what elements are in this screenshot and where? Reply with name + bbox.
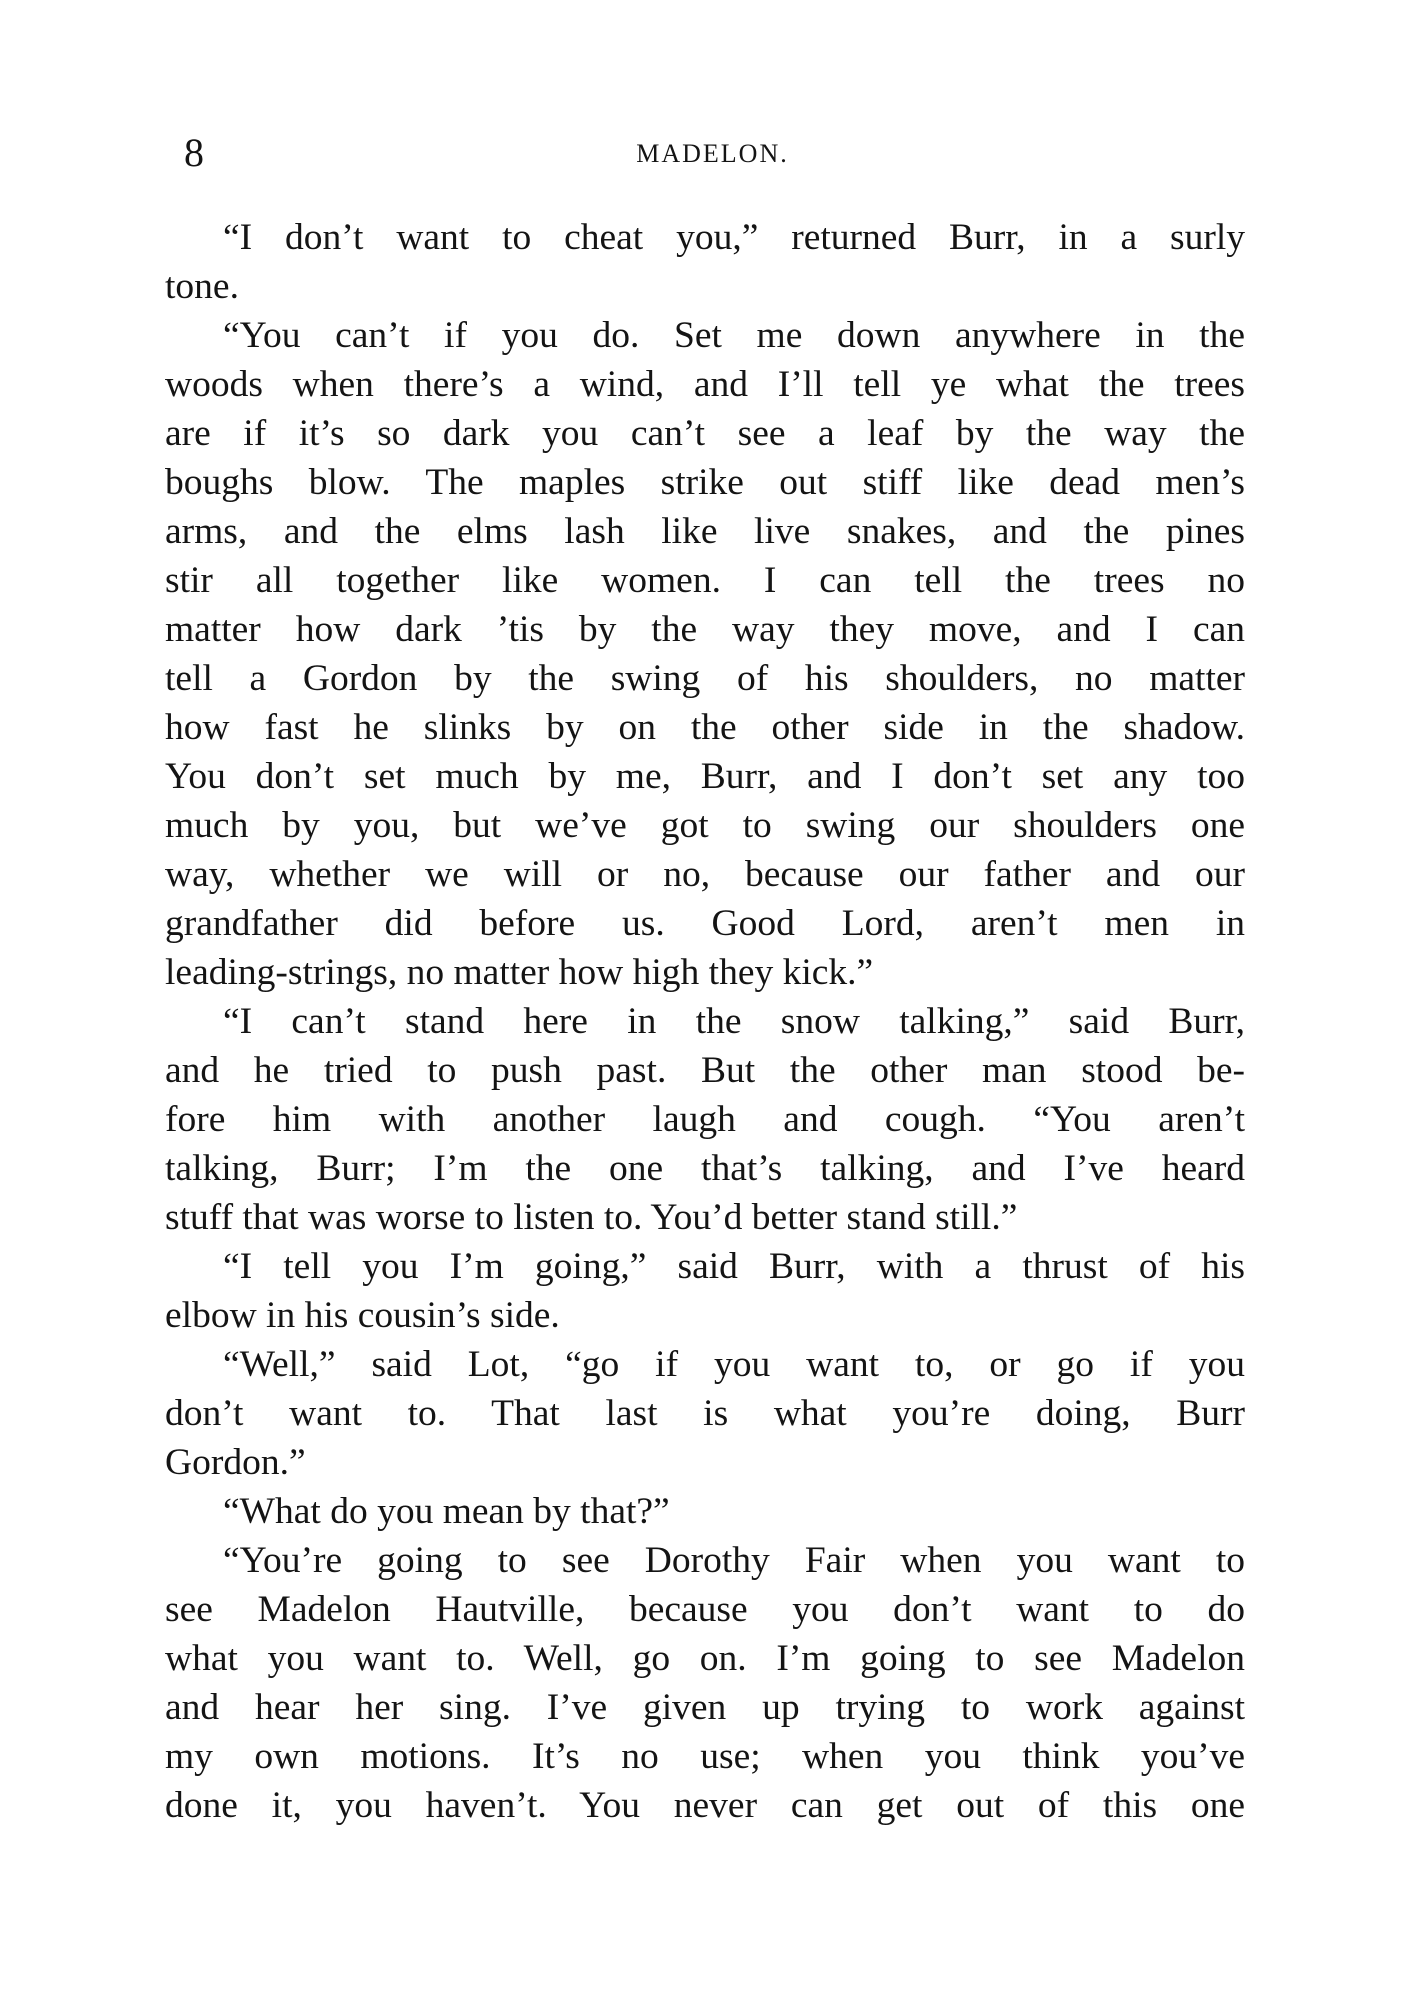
text-line: and he tried to push past. But the other man stood be- xyxy=(165,1050,1245,1091)
text-line: leading-strings, no matter how high they kick.” xyxy=(165,952,874,993)
text-line: You don’t set much by me, Burr, and I don’t set any too xyxy=(165,756,1245,797)
running-head xyxy=(180,128,1245,178)
text-line: tell a Gordon by the swing of his shoulders, no matter xyxy=(165,658,1245,699)
text-line: boughs blow. The maples strike out stiff like dead men’s xyxy=(165,462,1245,503)
text-line: “I can’t stand here in the snow talking,” said Burr, xyxy=(223,1001,1245,1042)
text-line: matter how dark ’tis by the way they move, and I can xyxy=(165,609,1245,650)
text-line: and hear her sing. I’ve given up trying to work against xyxy=(165,1687,1245,1728)
page-number: 8 xyxy=(184,130,204,175)
text-line: are if it’s so dark you can’t see a leaf by the way the xyxy=(165,413,1245,454)
text-line: way, whether we will or no, because our father and our xyxy=(165,854,1245,895)
text-line: “What do you mean by that?” xyxy=(223,1491,670,1532)
text-line: “You’re going to see Dorothy Fair when you want to xyxy=(223,1540,1245,1581)
text-line: how fast he slinks by on the other side in the shadow. xyxy=(165,707,1245,748)
text-line: fore him with another laugh and cough. “You aren’t xyxy=(165,1099,1245,1140)
text-line: “You can’t if you do. Set me down anywhere in the xyxy=(223,315,1245,356)
text-line: talking, Burr; I’m the one that’s talking, and I’ve heard xyxy=(165,1148,1245,1189)
text-line: grandfather did before us. Good Lord, aren’t men in xyxy=(165,903,1245,944)
text-line: tone. xyxy=(165,266,239,307)
text-line: “Well,” said Lot, “go if you want to, or go if you xyxy=(223,1344,1245,1385)
text-line: done it, you haven’t. You never can get out of this one xyxy=(165,1785,1245,1826)
running-title: MADELON. xyxy=(636,139,789,168)
text-line: elbow in his cousin’s side. xyxy=(165,1295,560,1336)
text-line: woods when there’s a wind, and I’ll tell ye what the trees xyxy=(165,364,1245,405)
text-line: don’t want to. That last is what you’re doing, Burr xyxy=(165,1393,1245,1434)
text-line: “I don’t want to cheat you,” returned Burr, in a surly xyxy=(223,217,1245,258)
text-line: “I tell you I’m going,” said Burr, with a thrust of his xyxy=(223,1246,1245,1287)
text-line: stir all together like women. I can tell the trees no xyxy=(165,560,1245,601)
text-line: Gordon.” xyxy=(165,1442,306,1483)
text-line: stuff that was worse to listen to. You’d better stand still.” xyxy=(165,1197,1018,1238)
text-line: see Madelon Hautville, because you don’t want to do xyxy=(165,1589,1245,1630)
text-line: much by you, but we’ve got to swing our shoulders one xyxy=(165,805,1245,846)
text-line: arms, and the elms lash like live snakes, and the pines xyxy=(165,511,1245,552)
body-text xyxy=(165,213,1245,1830)
text-line: what you want to. Well, go on. I’m going to see Madelon xyxy=(165,1638,1245,1679)
text-line: my own motions. It’s no use; when you think you’ve xyxy=(165,1736,1245,1777)
